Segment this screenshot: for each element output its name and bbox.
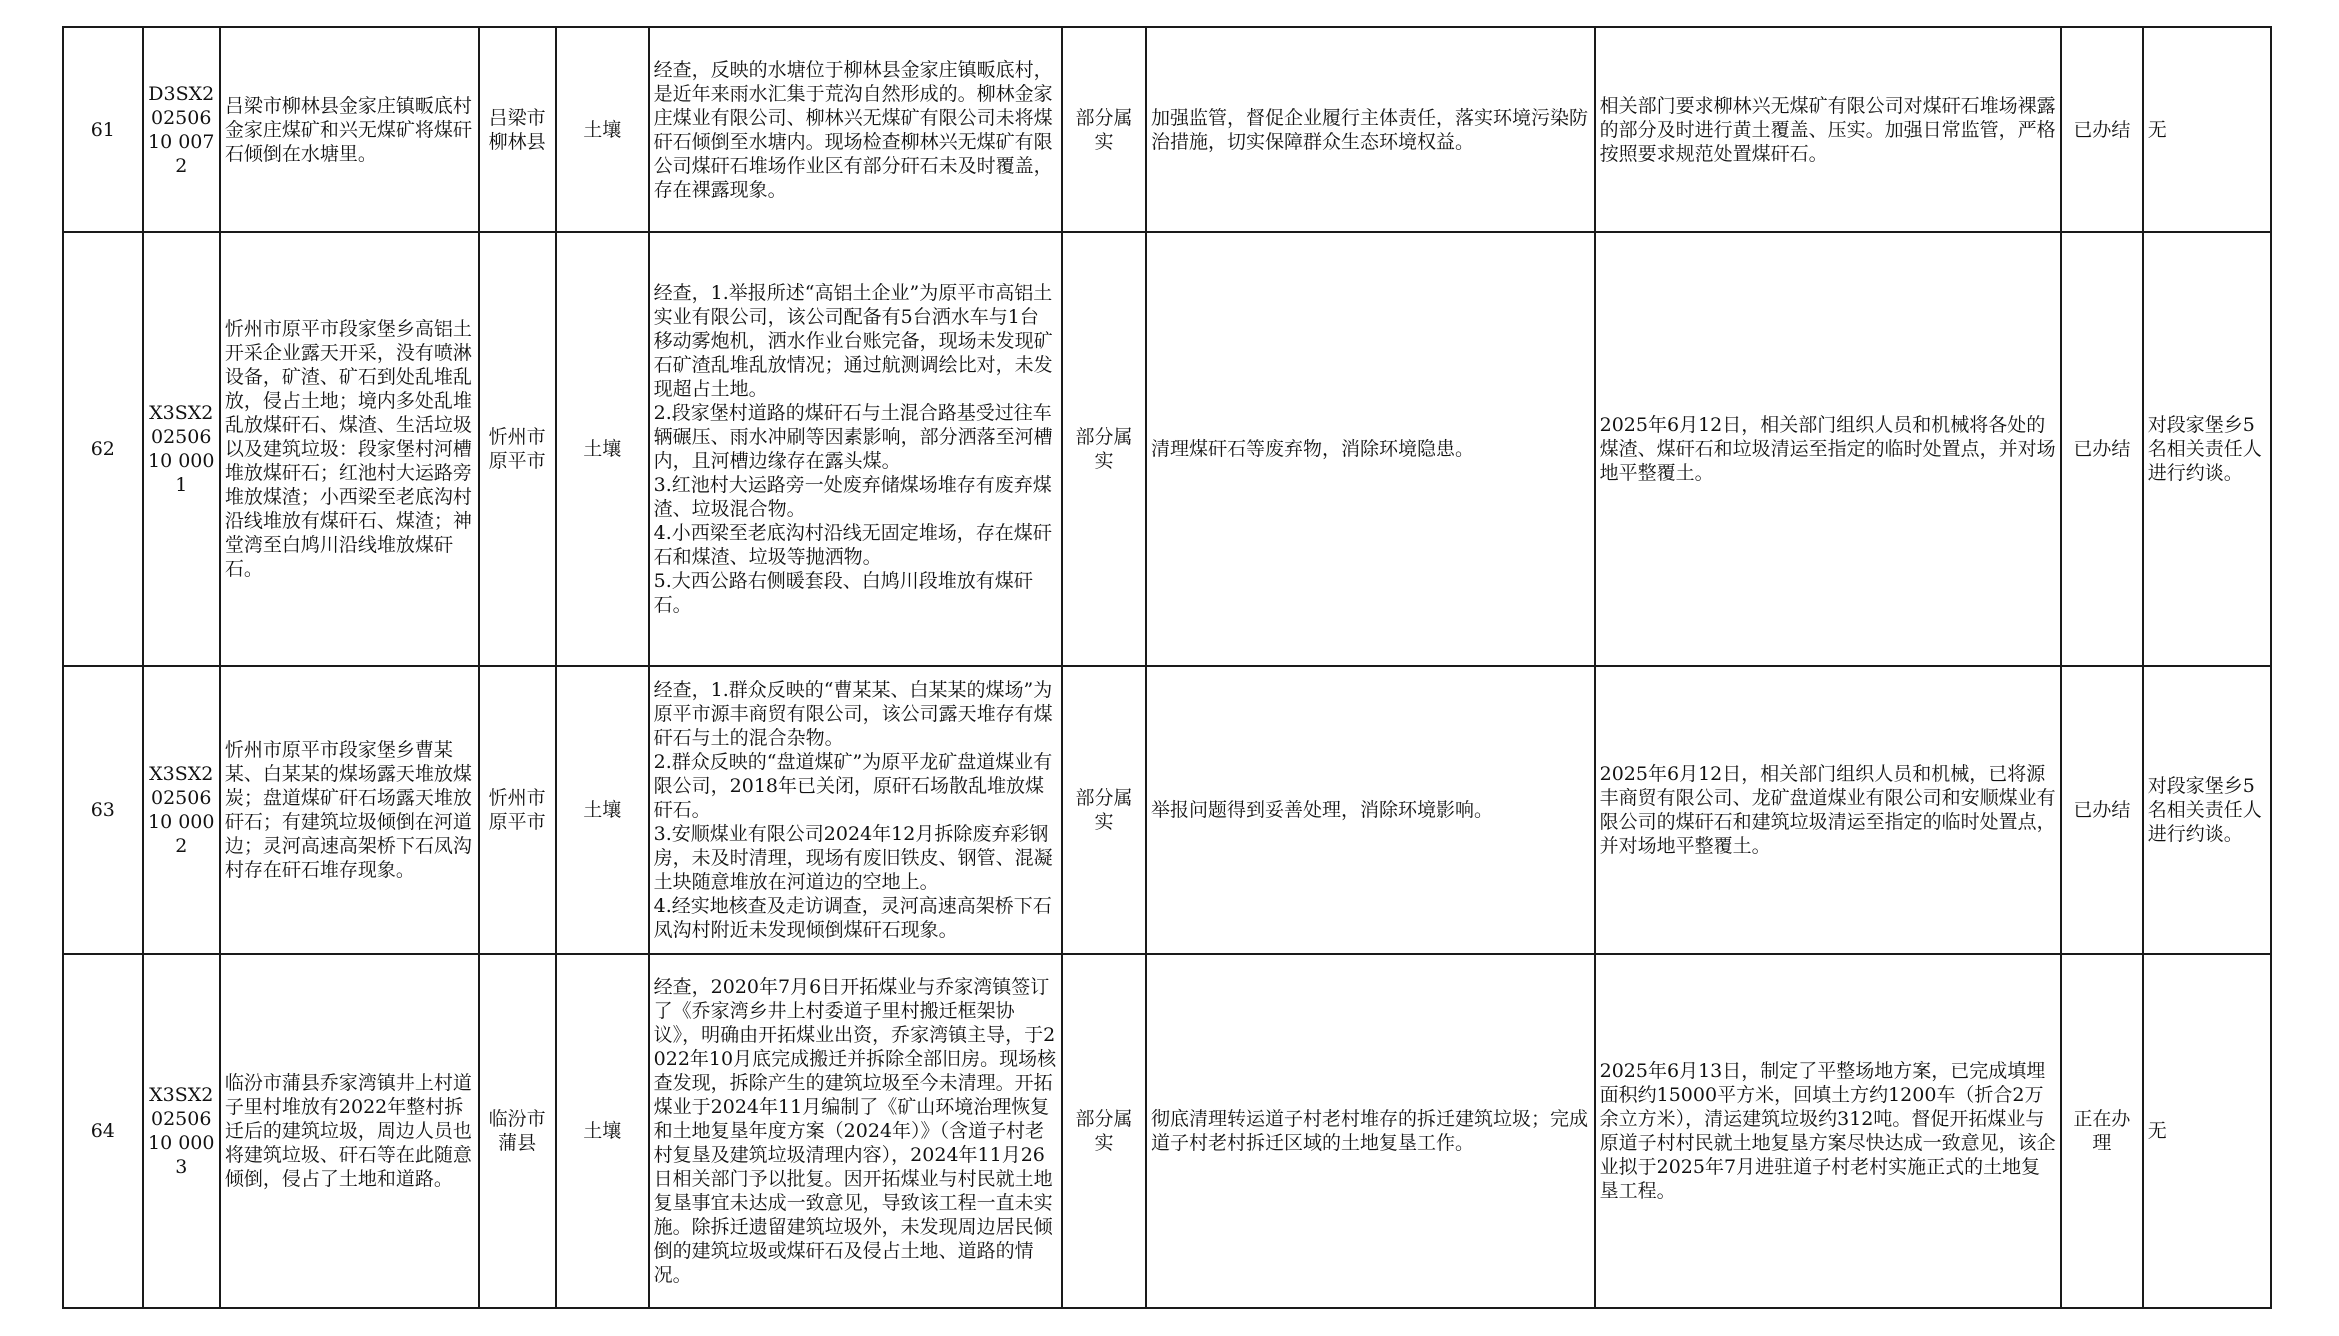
table-row [63, 27, 2271, 232]
table-row [63, 666, 2271, 954]
issue-description: 临汾市蒲县乔家湾镇井上村道子里村堆放有2022年整村拆迁后的建筑垃圾，周边人员也将建筑垃圾、矸石等在此随意倾倒，侵占了土地和道路。 [220, 954, 479, 1308]
investigation-finding [649, 666, 1062, 954]
handling-measure: 加强监管，督促企业履行主体责任，落实环境污染防治措施，切实保障群众生态环境权益。 [1146, 27, 1595, 232]
finding-paragraph: 2.段家堡村道路的煤矸石与土混合路基受过往车辆碾压、雨水冲刷等因素影响，部分洒落至河槽内，且河槽边缘存在露头煤。 [653, 402, 1053, 472]
case-code: X3SX20250610 0002 [143, 666, 220, 954]
handling-result: 2025年6月13日，制定了平整场地方案，已完成填埋面积约15000平方米，回填土方约1200车（折合2万余立方米），清运建筑垃圾约312吨。督促开拓煤业与原道子村村民就土地复垦方案尽快达成一致意见，该企业拟于2025年7月进驻道子村老村实施正式的土地复垦工程。 [1595, 954, 2061, 1308]
pollution-type: 土壤 [556, 666, 649, 954]
complaint-table [62, 26, 2272, 1309]
verdict: 部分属实 [1062, 232, 1146, 666]
accountability: 无 [2143, 954, 2271, 1308]
region: 吕梁市柳林县 [479, 27, 556, 232]
finding-paragraph: 3.红池村大运路旁一处废弃储煤场堆存有废弃煤渣、垃圾混合物。 [653, 474, 1052, 520]
investigation-finding [649, 232, 1062, 666]
row-number: 62 [63, 232, 143, 666]
finding-paragraph: 4.经实地核查及走访调查，灵河高速高架桥下石凤沟村附近未发现倾倒煤矸石现象。 [653, 895, 1052, 941]
status: 已办结 [2061, 666, 2143, 954]
accountability: 对段家堡乡5名相关责任人进行约谈。 [2143, 232, 2271, 666]
handling-result: 2025年6月12日，相关部门组织人员和机械，已将源丰商贸有限公司、龙矿盘道煤业有限公司和安顺煤业有限公司的煤矸石和建筑垃圾清运至指定的临时处置点，并对场地平整覆土。 [1595, 666, 2061, 954]
status: 已办结 [2061, 232, 2143, 666]
issue-description: 吕梁市柳林县金家庄镇畈底村金家庄煤矿和兴无煤矿将煤矸石倾倒在水塘里。 [220, 27, 479, 232]
verdict: 部分属实 [1062, 954, 1146, 1308]
region: 临汾市蒲县 [479, 954, 556, 1308]
status: 正在办理 [2061, 954, 2143, 1308]
case-code: X3SX20250610 0003 [143, 954, 220, 1308]
finding-paragraph: 2.群众反映的“盘道煤矿”为原平龙矿盘道煤业有限公司，2018年已关闭，原矸石场散乱堆放煤矸石。 [653, 751, 1053, 821]
pollution-type: 土壤 [556, 27, 649, 232]
row-number: 64 [63, 954, 143, 1308]
finding-paragraph: 3.安顺煤业有限公司2024年12月拆除废弃彩钢房，未及时清理，现场有废旧铁皮、钢管、混凝土块随意堆放在河道边的空地上。 [653, 823, 1053, 893]
case-code: X3SX20250610 0001 [143, 232, 220, 666]
row-number: 63 [63, 666, 143, 954]
table-row [63, 232, 2271, 666]
row-number: 61 [63, 27, 143, 232]
investigation-finding [649, 954, 1062, 1308]
handling-measure: 清理煤矸石等废弃物，消除环境隐患。 [1146, 232, 1595, 666]
finding-paragraph: 5.大西公路右侧暖套段、白鸠川段堆放有煤矸石。 [653, 570, 1033, 616]
finding-paragraph: 4.小西梁至老底沟村沿线无固定堆场，存在煤矸石和煤渣、垃圾等抛洒物。 [653, 522, 1052, 568]
pollution-type: 土壤 [556, 954, 649, 1308]
finding-paragraph: 经查，反映的水塘位于柳林县金家庄镇畈底村，是近年来雨水汇集于荒沟自然形成的。柳林金家庄煤业有限公司、柳林兴无煤矿有限公司未将煤矸石倾倒至水塘内。现场检查柳林兴无煤矿有限公司煤矸石堆场作业区有部分矸石未及时覆盖，存在裸露现象。 [653, 58, 1053, 201]
status: 已办结 [2061, 27, 2143, 232]
handling-measure: 彻底清理转运道子村老村堆存的拆迁建筑垃圾；完成道子村老村拆迁区域的土地复垦工作。 [1146, 954, 1595, 1308]
pollution-type: 土壤 [556, 232, 649, 666]
finding-paragraph: 经查，1.群众反映的“曹某某、白某某的煤场”为原平市源丰商贸有限公司，该公司露天堆存有煤矸石与土的混合杂物。 [653, 679, 1053, 749]
finding-paragraph: 经查，2020年7月6日开拓煤业与乔家湾镇签订了《乔家湾乡井上村委道子里村搬迁框架协议》，明确由开拓煤业出资，乔家湾镇主导，于2022年10月底完成搬迁并拆除全部旧房。现场核查发现，拆除产生的建筑垃圾至今未清理。开拓煤业于2024年11月编制了《矿山环境治理恢复和土地复垦年度方案（2024年）》（含道子村老村复垦及建筑垃圾清理内容），2024年11月26日相关部门予以批复。因开拓煤业与村民就土地复垦事宜未达成一致意见，导致该工程一直未实施。除拆迁遗留建筑垃圾外，未发现周边居民倾倒的建筑垃圾或煤矸石及侵占土地、道路的情况。 [653, 976, 1057, 1286]
investigation-finding [649, 27, 1062, 232]
table-row [63, 954, 2271, 1308]
case-code: D3SX20250610 0072 [143, 27, 220, 232]
issue-description: 忻州市原平市段家堡乡高铝土开采企业露天开采，没有喷淋设备，矿渣、矿石到处乱堆乱放，侵占土地；境内多处乱堆乱放煤矸石、煤渣、生活垃圾以及建筑垃圾：段家堡村河槽堆放煤矸石；红池村大运路旁堆放煤渣；小西梁至老底沟村沿线堆放有煤矸石、煤渣；神堂湾至白鸠川沿线堆放煤矸石。 [220, 232, 479, 666]
handling-measure: 举报问题得到妥善处理，消除环境影响。 [1146, 666, 1595, 954]
region: 忻州市原平市 [479, 232, 556, 666]
verdict: 部分属实 [1062, 666, 1146, 954]
finding-paragraph: 经查，1.举报所述“高铝土企业”为原平市高铝土实业有限公司，该公司配备有5台洒水车与1台移动雾炮机，洒水作业台账完备，现场未发现矿石矿渣乱堆乱放情况；通过航测调绘比对，未发现超占土地。 [653, 282, 1053, 400]
region: 忻州市原平市 [479, 666, 556, 954]
handling-result: 2025年6月12日，相关部门组织人员和机械将各处的煤渣、煤矸石和垃圾清运至指定的临时处置点，并对场地平整覆土。 [1595, 232, 2061, 666]
verdict: 部分属实 [1062, 27, 1146, 232]
report-page [62, 26, 2272, 1309]
accountability: 对段家堡乡5名相关责任人进行约谈。 [2143, 666, 2271, 954]
accountability: 无 [2143, 27, 2271, 232]
handling-result: 相关部门要求柳林兴无煤矿有限公司对煤矸石堆场裸露的部分及时进行黄土覆盖、压实。加强日常监管，严格按照要求规范处置煤矸石。 [1595, 27, 2061, 232]
issue-description: 忻州市原平市段家堡乡曹某某、白某某的煤场露天堆放煤炭；盘道煤矿矸石场露天堆放矸石；有建筑垃圾倾倒在河道边；灵河高速高架桥下石凤沟村存在矸石堆存现象。 [220, 666, 479, 954]
